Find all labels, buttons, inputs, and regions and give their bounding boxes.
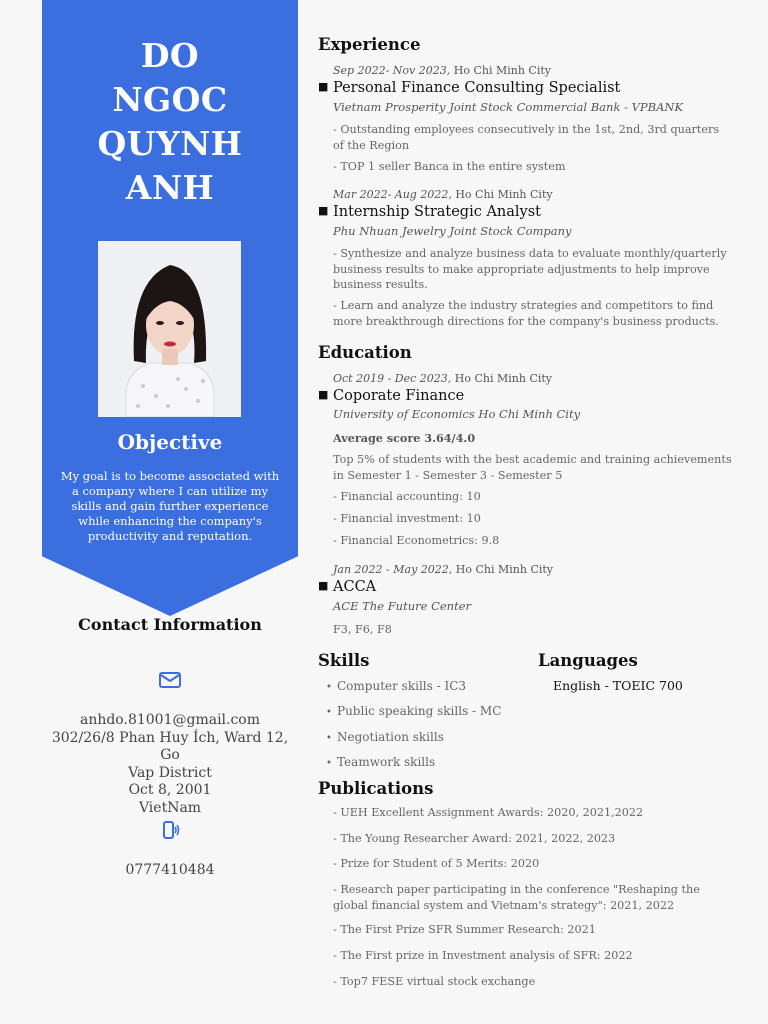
experience-point: - Outstanding employees consecutively in the 1st, 2nd, 3rd quarters of the Region xyxy=(333,123,720,152)
objective-text: My goal is to become associated with a company where I can utilize my skills and gain further experience while enhancing the company's productivity and reputation. xyxy=(60,469,280,543)
organization: Phu Nhuan Jewelry Joint Stock Company xyxy=(333,224,572,238)
skill-item: • Negotiation skills xyxy=(326,730,444,744)
skill-item: • Computer skills - IC3 xyxy=(326,679,467,693)
school-name: ACE The Future Center xyxy=(333,599,471,613)
publication-item: - The First prize in Investment analysis of SFR: 2022 xyxy=(333,949,633,962)
role-title: Internship Strategic Analyst xyxy=(333,204,541,220)
skill-label: Public speaking skills - MC xyxy=(337,704,502,718)
date-range: Jan 2022 - May 2022, xyxy=(333,563,453,576)
experience-role xyxy=(318,204,541,220)
skill-item: • Teamwork skills xyxy=(326,755,436,769)
school-name: University of Economics Ho Chi Minh City xyxy=(333,407,581,421)
location: Ho Chi Minh City xyxy=(454,372,553,385)
publication-item: - The Young Researcher Award: 2021, 2022, 2023 xyxy=(333,832,616,845)
location: Ho Chi Minh City xyxy=(455,188,553,201)
bullet-icon: ■ xyxy=(318,388,329,401)
language-item: English - TOEIC 700 xyxy=(553,678,683,693)
publication-item: - UEH Excellent Assignment Awards: 2020, 2021,2022 xyxy=(333,806,644,819)
publication-item: - Top7 FESE virtual stock exchange xyxy=(333,975,536,988)
phone-number: 0777410484 xyxy=(125,862,215,878)
date-range: Mar 2022- Aug 2022, xyxy=(333,188,452,201)
education-dates xyxy=(333,372,552,385)
education-point: - Financial accounting: 10 xyxy=(333,490,481,503)
publication-item: - Prize for Student of 5 Merits: 2020 xyxy=(333,857,540,870)
candidate-name xyxy=(42,34,298,210)
education-title: Education xyxy=(318,343,412,362)
phone-icon xyxy=(161,820,181,840)
name-line: QUYNH xyxy=(97,124,243,163)
email-text: anhdo.81001@gmail.com xyxy=(79,712,261,728)
contact-details xyxy=(42,712,298,817)
education-program xyxy=(318,388,464,404)
address-line: Vap District xyxy=(128,764,212,781)
languages-title: Languages xyxy=(538,651,638,670)
location: Ho Chi Minh City xyxy=(455,563,554,576)
experience-title: Experience xyxy=(318,35,421,54)
education-point: - Financial Econometrics: 9.8 xyxy=(333,534,500,547)
skill-label: Computer skills - IC3 xyxy=(337,679,467,693)
education-dates xyxy=(333,563,553,576)
address-line: 302/26/8 Phan Huy Ích, Ward 12, Go xyxy=(51,729,289,763)
name-line: DO xyxy=(140,36,200,75)
education-detail: F3, F6, F8 xyxy=(333,623,392,636)
envelope-icon xyxy=(158,670,182,690)
date-range: Sep 2022- Nov 2023, xyxy=(333,64,451,77)
education-program xyxy=(318,579,376,595)
experience-point: - Synthesize and analyze business data to evaluate monthly/quarterly business results to make appropriate adjustments to help improve business results. xyxy=(333,247,727,291)
experience-point: - TOP 1 seller Banca in the entire system xyxy=(333,160,566,173)
birth-date: Oct 8, 2001 xyxy=(128,782,212,798)
bullet-icon: ■ xyxy=(318,204,329,217)
experience-role xyxy=(318,80,620,96)
publication-item: - The First Prize SFR Summer Research: 2021 xyxy=(333,923,596,936)
skill-label: Teamwork skills xyxy=(337,755,436,769)
name-line: ANH xyxy=(125,168,215,207)
location: Ho Chi Minh City xyxy=(453,64,551,77)
profile-photo xyxy=(98,241,241,417)
program-title: ACCA xyxy=(333,579,377,595)
bullet-icon: ■ xyxy=(318,80,329,93)
education-point: Top 5% of students with the best academic and training achievements in Semester 1 - Semester 3 - Semester 5 xyxy=(333,453,732,482)
experience-dates xyxy=(333,188,553,201)
experience-dates xyxy=(333,64,551,77)
publications-title: Publications xyxy=(318,779,434,798)
average-score: Average score 3.64/4.0 xyxy=(333,431,476,445)
bullet-icon: ■ xyxy=(318,579,329,592)
contact-title: Contact Information xyxy=(78,615,262,634)
program-title: Coporate Finance xyxy=(333,388,465,404)
education-point: - Financial investment: 10 xyxy=(333,512,481,525)
name-line: NGOC xyxy=(112,80,228,119)
country-text: VietNam xyxy=(138,799,202,816)
skill-item: • Public speaking skills - MC xyxy=(326,704,502,718)
skills-title: Skills xyxy=(318,651,370,670)
skill-label: Negotiation skills xyxy=(337,730,444,744)
objective-title: Objective xyxy=(117,430,223,454)
role-title: Personal Finance Consulting Specialist xyxy=(333,80,621,96)
experience-point: - Learn and analyze the industry strategies and competitors to find more breakthrough directions for the company's business products. xyxy=(333,299,719,328)
date-range: Oct 2019 - Dec 2023, xyxy=(333,372,452,385)
publication-item: - Research paper participating in the conference "Reshaping the global financial system and Vietnam's strategy": 2021, 2022 xyxy=(333,883,700,912)
organization: Vietnam Prosperity Joint Stock Commercial Bank - VPBANK xyxy=(333,100,684,114)
